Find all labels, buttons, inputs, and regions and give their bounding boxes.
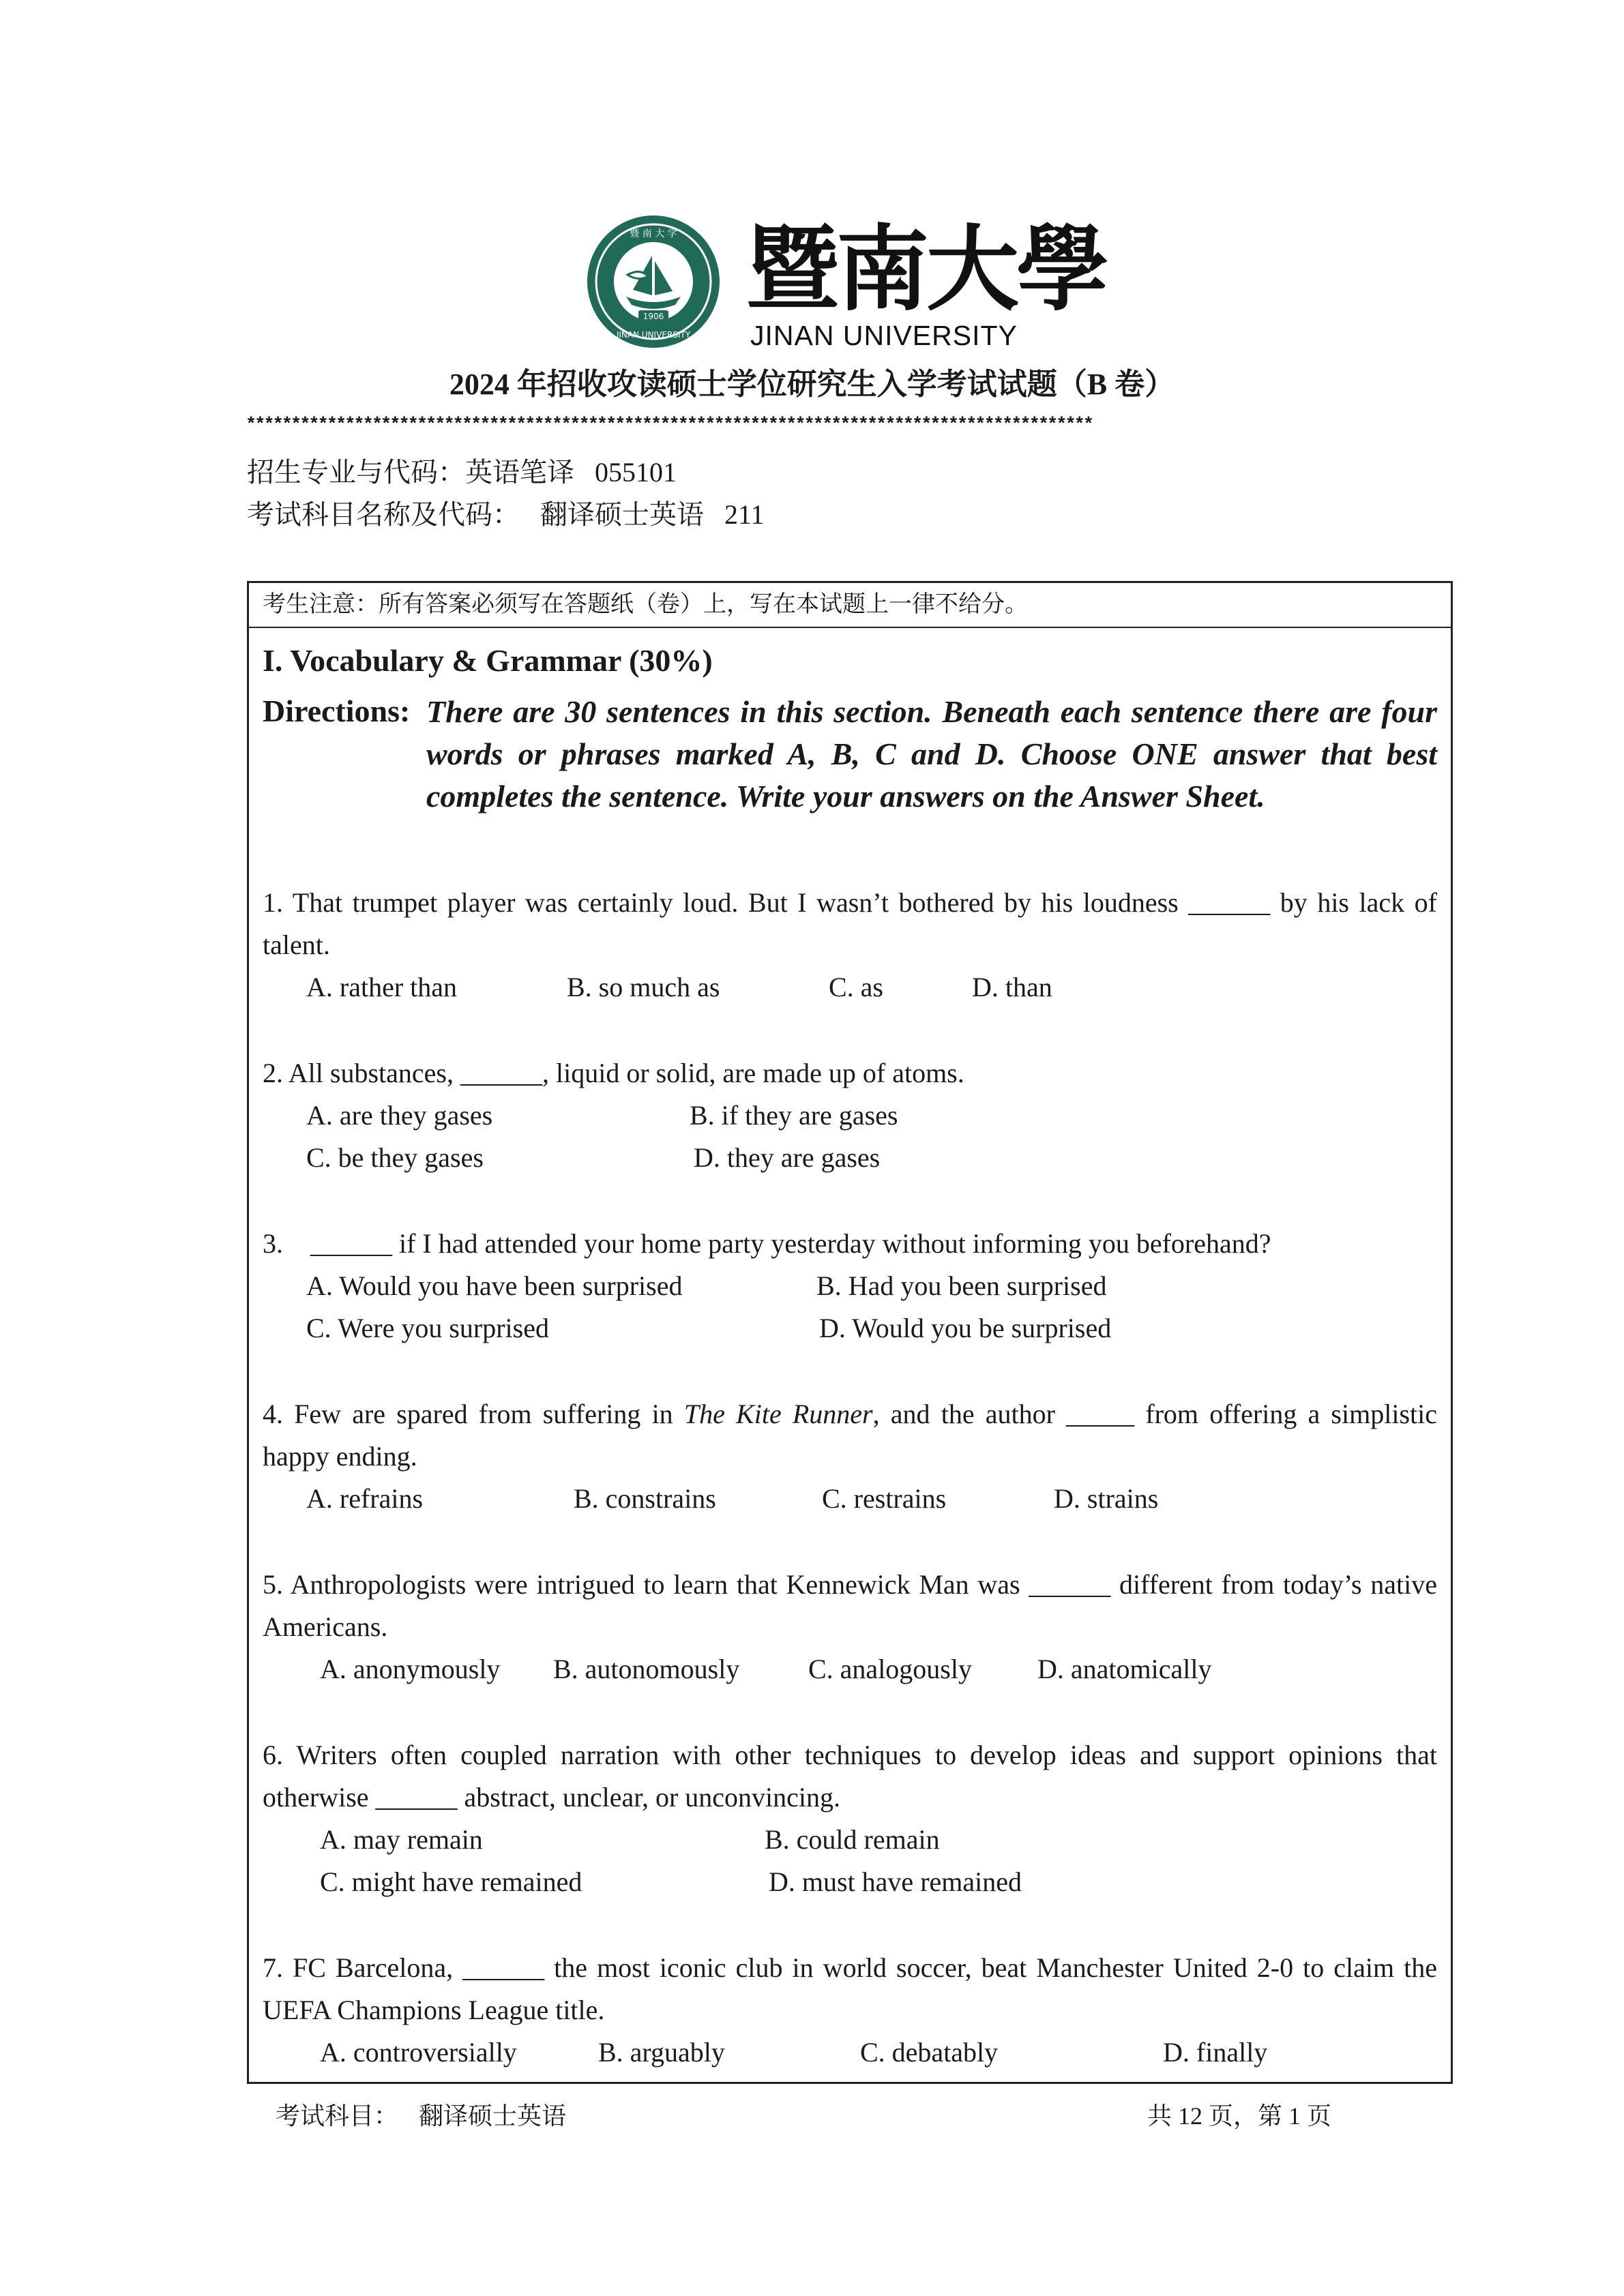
exam-box xyxy=(247,581,1453,2084)
question-7-option-c: C. debatably xyxy=(860,2037,999,2068)
question-5 xyxy=(263,1564,1437,1648)
question-7-option-b: B. arguably xyxy=(598,2037,725,2068)
footer-page-info: 共 12 页，第 1 页 xyxy=(1147,2102,1332,2130)
question-1-option-c: C. as xyxy=(829,972,883,1002)
question-6-option-d: D. must have remained xyxy=(769,1866,1022,1897)
university-seal-icon xyxy=(585,213,722,350)
footer-subject-name: 翻译硕士英语 xyxy=(419,2102,567,2130)
question-7 xyxy=(263,1947,1437,2031)
candidate-notice: 考生注意：所有答案必须写在答题纸（卷）上，写在本试题上一律不给分。 xyxy=(249,583,1451,628)
question-6-option-a: A. may remain xyxy=(320,1824,483,1855)
program-code: 055101 xyxy=(595,457,677,488)
question-3-option-b: B. Had you been surprised xyxy=(816,1270,1107,1301)
question-5-option-c: C. analogously xyxy=(808,1654,972,1684)
question-1-option-a: A. rather than xyxy=(306,972,458,1002)
question-1-option-d: D. than xyxy=(972,972,1052,1002)
separator-line: ********************************************************************************************** xyxy=(246,415,1093,436)
question-2-option-a: A. are they gases xyxy=(306,1100,493,1131)
question-text: 3. ______ if I had attended your home party yesterday without informing you beforehand? xyxy=(263,1228,1271,1259)
question-6-option-c: C. might have remained xyxy=(320,1866,582,1897)
question-1-option-b: B. so much as xyxy=(567,972,720,1002)
question-1 xyxy=(263,882,1437,966)
question-3-option-a: A. Would you have been surprised xyxy=(306,1270,683,1301)
question-7-option-d: D. finally xyxy=(1163,2037,1268,2068)
program-label: 招生专业与代码：英语笔译 xyxy=(247,457,574,488)
seal-ring-text: JINAN UNIVERSITY xyxy=(616,330,691,340)
logo-chinese-name: 暨南大學 xyxy=(746,215,1106,324)
question-4-option-a: A. refrains xyxy=(306,1483,424,1514)
question-2 xyxy=(263,1052,1437,1094)
question-2-option-c: C. be they gases xyxy=(306,1142,484,1173)
question-5-option-b: B. autonomously xyxy=(553,1654,740,1684)
book-title: The Kite Runner xyxy=(683,1399,873,1429)
section-heading: I. Vocabulary & Grammar (30%) xyxy=(263,643,713,678)
question-4-option-d: D. strains xyxy=(1054,1483,1159,1514)
question-4 xyxy=(263,1393,1437,1478)
question-4-option-b: B. constrains xyxy=(574,1483,716,1514)
question-text: 7. FC Barcelona, ______ the most iconic club in world soccer, beat Manchester United 2-0 to claim the UEFA Champions League title. xyxy=(263,1952,1437,2025)
footer-subject-label: 考试科目： xyxy=(276,2102,399,2130)
question-text-part-2: , and the author _____ from offering a simplistic happy ending. xyxy=(263,1399,1437,1472)
question-text: 5. Anthropologists were intrigued to learn that Kennewick Man was ______ different from today’s native Americans. xyxy=(263,1569,1437,1642)
question-5-option-a: A. anonymously xyxy=(320,1654,501,1684)
directions-label: Directions: xyxy=(263,694,411,728)
question-text-part-1: 4. Few are spared from suffering in xyxy=(263,1399,684,1429)
question-6 xyxy=(263,1734,1437,1819)
question-7-option-a: A. controversially xyxy=(320,2037,517,2068)
directions-text: There are 30 sentences in this section. Beneath each sentence there are four words or phrases marked A, B, C and D. Choose ONE answer that best completes the sentence. Write your answers on the Answer Sheet. xyxy=(426,694,1437,814)
question-text: 6. Writers often coupled narration with other techniques to develop ideas and support opinions that otherwise ______ abstract, unclear, or unconvincing. xyxy=(263,1740,1437,1813)
question-3-option-c: C. Were you surprised xyxy=(306,1313,549,1343)
logo-english-name: JINAN UNIVERSITY xyxy=(750,320,1018,351)
question-2-option-b: B. if they are gases xyxy=(690,1100,898,1131)
seal-top-text: 暨 南 大 学 xyxy=(630,228,677,239)
program-line xyxy=(247,456,677,490)
question-4-option-c: C. restrains xyxy=(822,1483,947,1514)
footer-subject xyxy=(276,2099,566,2133)
subject-line xyxy=(247,498,765,532)
seal-year-text: 1906 xyxy=(643,312,664,321)
question-3 xyxy=(263,1223,1437,1265)
exam-title: 2024 年招收攻读硕士学位研究生入学考试试题（B 卷） xyxy=(449,368,1175,401)
question-text: 2. All substances, ______, liquid or solid, are made up of atoms. xyxy=(263,1058,964,1088)
subject-code: 211 xyxy=(724,499,765,530)
question-3-option-d: D. Would you be surprised xyxy=(819,1313,1112,1343)
subject-name: 翻译硕士英语 xyxy=(540,499,704,530)
question-5-option-d: D. anatomically xyxy=(1037,1654,1212,1684)
subject-label: 考试科目名称及代码： xyxy=(247,499,520,530)
question-2-option-d: D. they are gases xyxy=(694,1142,881,1173)
question-6-option-b: B. could remain xyxy=(765,1824,940,1855)
question-text: 1. That trumpet player was certainly loud. But I wasn’t bothered by his loudness ______ by his lack of talent. xyxy=(263,887,1437,960)
